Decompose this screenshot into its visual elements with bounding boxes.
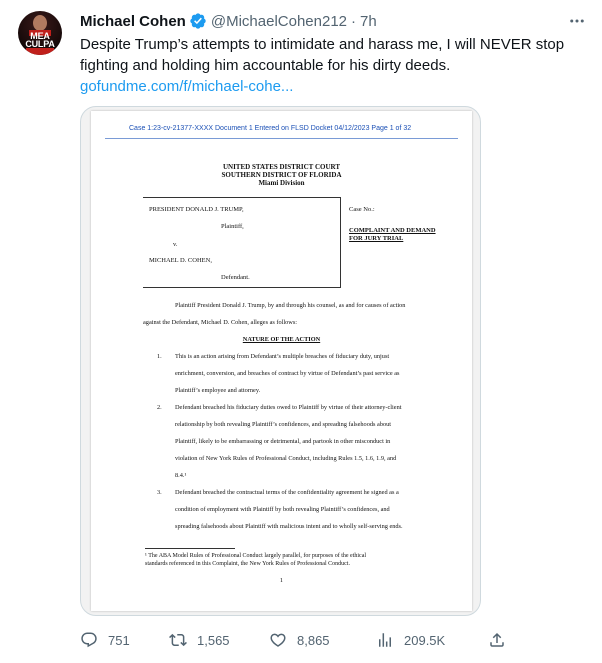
paragraph-3-line-3: spreading falsehoods about Plaintiff with malicious intent and to wholly self-serving ends.	[175, 523, 403, 530]
paragraph-1-line-3: Plaintiff’s employee and attorney.	[175, 387, 261, 394]
paragraph-1-line-1: This is an action arising from Defendant’s multiple breaches of fiduciary duty, unjust	[175, 353, 390, 360]
defendant-role: Defendant.	[221, 274, 250, 281]
court-name: UNITED STATES DISTRICT COURT	[222, 163, 341, 171]
author-handle[interactable]: @MichaelCohen212	[210, 12, 348, 30]
footnote-line-2: standards referenced in this Complaint, the New York Rules of Professional Conduct.	[145, 561, 350, 567]
complaint-title-line-1: COMPLAINT AND DEMAND	[349, 227, 436, 234]
footnote-rule	[145, 548, 235, 549]
document-header: Case 1:23-cv-21377-XXXX Document 1 Entered on FLSD Docket 04/12/2023 Page 1 of 32	[129, 125, 412, 132]
complaint-title-line-2: FOR JURY TRIAL	[349, 235, 404, 242]
reply-count: 751	[108, 632, 130, 648]
plaintiff-name: PRESIDENT DONALD J. TRUMP,	[149, 206, 244, 213]
intro-line-2: against the Defendant, Michael D. Cohen, alleges as follows:	[143, 319, 298, 326]
views-icon	[376, 631, 394, 649]
paragraph-2-line-3: Plaintiff, likely to be embarrassing or detrimental, and partook in other misconduct in	[175, 438, 391, 445]
tweet-text-body: Despite Trump’s attempts to intimidate and harass me, I will NEVER stop fighting and holding him accountable for his dirty deeds.	[80, 36, 565, 74]
tweet-text	[80, 34, 590, 76]
tweet-media[interactable]	[80, 106, 481, 616]
paragraph-1-line-2: enrichment, conversion, and breaches of contract by virtue of Defendant’s past service as	[175, 370, 400, 377]
section-title: NATURE OF THE ACTION	[242, 336, 321, 343]
share-icon	[488, 631, 506, 649]
paragraph-2-line-4: violation of New York Rules of Professional Conduct, including Rules 1.5, 1.6, 1.9, and	[175, 455, 397, 462]
court-division: Miami Division	[258, 179, 305, 187]
intro-line-1: Plaintiff President Donald J. Trump, by and through his counsel, as and for causes of action	[175, 302, 406, 309]
tweet-actions	[80, 628, 500, 652]
tweet-header	[80, 11, 377, 31]
verified-badge-icon[interactable]	[189, 12, 207, 30]
page-number: 1	[279, 577, 284, 584]
reply-icon	[80, 631, 98, 649]
footnote-line-1: ¹ The ABA Model Rules of Professional Conduct largely parallel, for purposes of the ethical	[145, 553, 367, 559]
defendant-name: MICHAEL D. COHEN,	[149, 257, 212, 264]
share-button[interactable]	[488, 628, 506, 652]
tweet-link[interactable]: gofundme.com/f/michael-cohe...	[80, 78, 294, 95]
retweet-button[interactable]	[169, 628, 230, 652]
like-button[interactable]	[269, 628, 330, 652]
tweet-timestamp[interactable]: 7h	[360, 12, 377, 30]
like-count: 8,865	[297, 632, 330, 648]
separator-dot: ·	[351, 12, 357, 30]
avatar[interactable]	[18, 11, 62, 55]
more-icon[interactable]	[566, 12, 588, 30]
retweet-icon	[169, 631, 187, 649]
avatar-text-line-1: MEA	[30, 31, 50, 41]
avatar-text-line-2: CULPA	[25, 39, 55, 49]
paragraph-1-number: 1.	[157, 353, 162, 360]
reply-button[interactable]	[80, 628, 130, 652]
paragraph-2-line-1: Defendant breached his fiduciary duties owed to Plaintiff by virtue of their attorney-client	[175, 404, 402, 411]
retweet-count: 1,565	[197, 632, 230, 648]
court-district: SOUTHERN DISTRICT OF FLORIDA	[221, 171, 342, 179]
paragraph-2-number: 2.	[157, 404, 162, 411]
paragraph-2-line-2: relationship by both revealing Plaintiff’s confidences, and spreading falsehoods about	[175, 421, 392, 428]
document-page	[91, 111, 472, 611]
paragraph-3-number: 3.	[157, 489, 162, 496]
case-number-label: Case No.:	[349, 206, 375, 213]
views-button[interactable]	[376, 628, 445, 652]
versus-label: v.	[173, 241, 178, 248]
author-name[interactable]: Michael Cohen	[80, 12, 186, 30]
paragraph-2-line-5: 8.4.¹	[175, 472, 187, 479]
like-icon	[269, 631, 287, 649]
paragraph-3-line-2: condition of employment with Plaintiff by both revealing Plaintiff’s confidences, and	[175, 506, 390, 513]
document-header-rule	[105, 138, 458, 139]
plaintiff-role: Plaintiff,	[221, 223, 244, 230]
views-count: 209.5K	[404, 632, 446, 648]
paragraph-3-line-1: Defendant breached the contractual terms of the confidentiality agreement he signed as a	[175, 489, 399, 496]
